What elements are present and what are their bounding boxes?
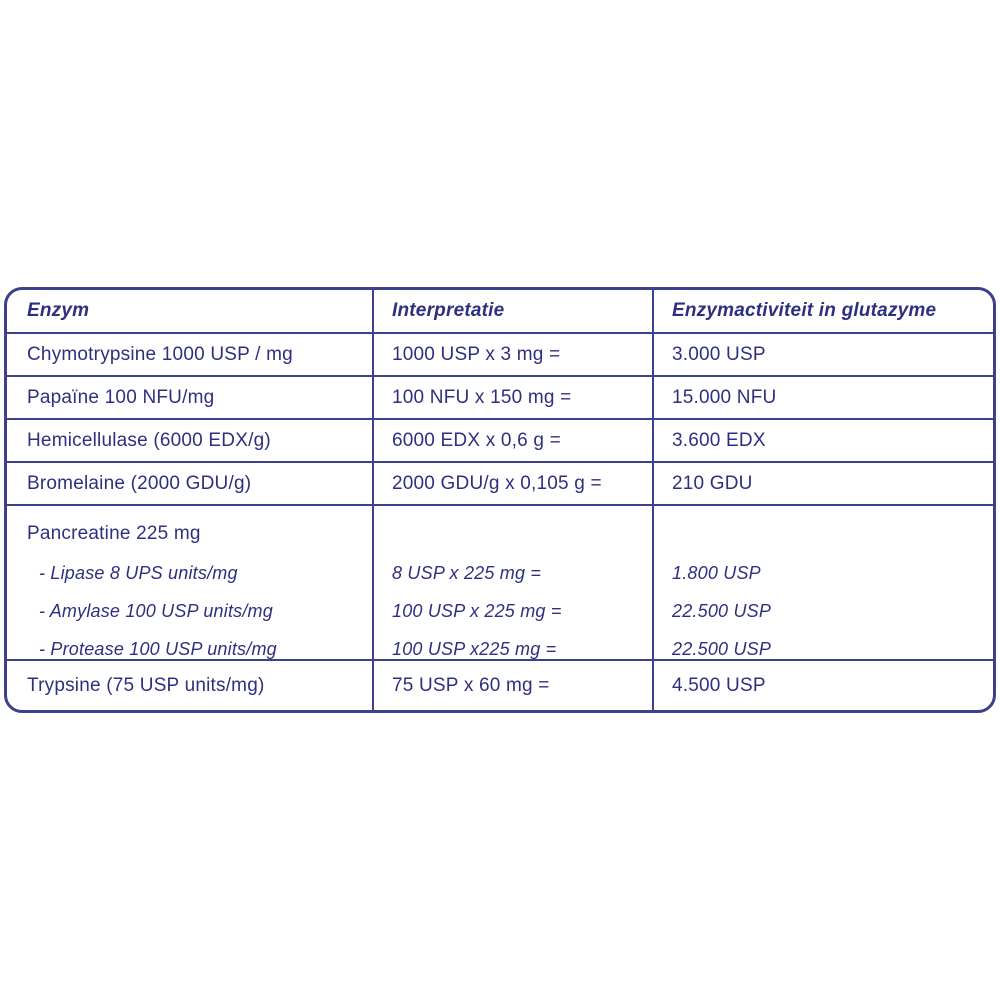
cell-enzym: Hemicellulase (6000 EDX/g)	[27, 429, 271, 451]
cell-activiteit: 4.500 USP	[652, 661, 993, 710]
cell-enzym: Chymotrypsine 1000 USP / mg	[27, 343, 293, 365]
pancreatine-result-protease: 22.500 USP	[672, 638, 772, 659]
table-row-trypsine	[7, 659, 993, 710]
pancreatine-result-lipase: 1.800 USP	[672, 562, 761, 583]
cell-activiteit: 3.000 USP	[652, 334, 993, 375]
header-cell-enzym: Enzym	[27, 300, 90, 321]
cell-activiteit: 15.000 NFU	[652, 377, 993, 418]
cell-activiteit: 210 GDU	[652, 463, 993, 504]
pancreatine-sub-protease: - Protease 100 USP units/mg	[39, 638, 277, 659]
pancreatine-title: Pancreatine 225 mg	[27, 523, 201, 544]
cell-enzym: Bromelaine (2000 GDU/g)	[27, 472, 252, 494]
pancreatine-activiteit-column	[652, 506, 993, 659]
pancreatine-spacer	[672, 514, 985, 554]
table-row-hemicellulase	[7, 418, 993, 461]
pancreatine-enzym-column	[7, 506, 372, 659]
table-row-chymotrypsine	[7, 332, 993, 375]
table-row-papaine	[7, 375, 993, 418]
pancreatine-formula-protease: 100 USP x225 mg =	[392, 638, 557, 659]
pancreatine-formula-lipase: 8 USP x 225 mg =	[392, 562, 542, 583]
table-header-row	[7, 290, 993, 332]
pancreatine-sub-lipase: - Lipase 8 UPS units/mg	[39, 562, 238, 583]
cell-interpretatie: 2000 GDU/g x 0,105 g =	[372, 463, 652, 504]
cell-enzym: Papaïne 100 NFU/mg	[27, 386, 215, 408]
pancreatine-formula-amylase: 100 USP x 225 mg =	[392, 600, 562, 621]
header-cell-interpretatie: Interpretatie	[372, 290, 652, 332]
pancreatine-result-amylase: 22.500 USP	[672, 600, 772, 621]
table-row-bromelaine	[7, 461, 993, 504]
header-cell-enzymactiviteit: Enzymactiviteit in glutazyme	[652, 290, 993, 332]
pancreatine-spacer	[392, 514, 644, 554]
enzyme-activity-table	[4, 287, 996, 713]
table-row-pancreatine	[7, 504, 993, 659]
cell-interpretatie: 1000 USP x 3 mg =	[372, 334, 652, 375]
pancreatine-interpretatie-column	[372, 506, 652, 659]
cell-interpretatie: 6000 EDX x 0,6 g =	[372, 420, 652, 461]
cell-activiteit: 3.600 EDX	[652, 420, 993, 461]
cell-interpretatie: 100 NFU x 150 mg =	[372, 377, 652, 418]
cell-enzym: Trypsine (75 USP units/mg)	[27, 674, 265, 696]
cell-interpretatie: 75 USP x 60 mg =	[372, 661, 652, 710]
pancreatine-sub-amylase: - Amylase 100 USP units/mg	[39, 600, 273, 621]
